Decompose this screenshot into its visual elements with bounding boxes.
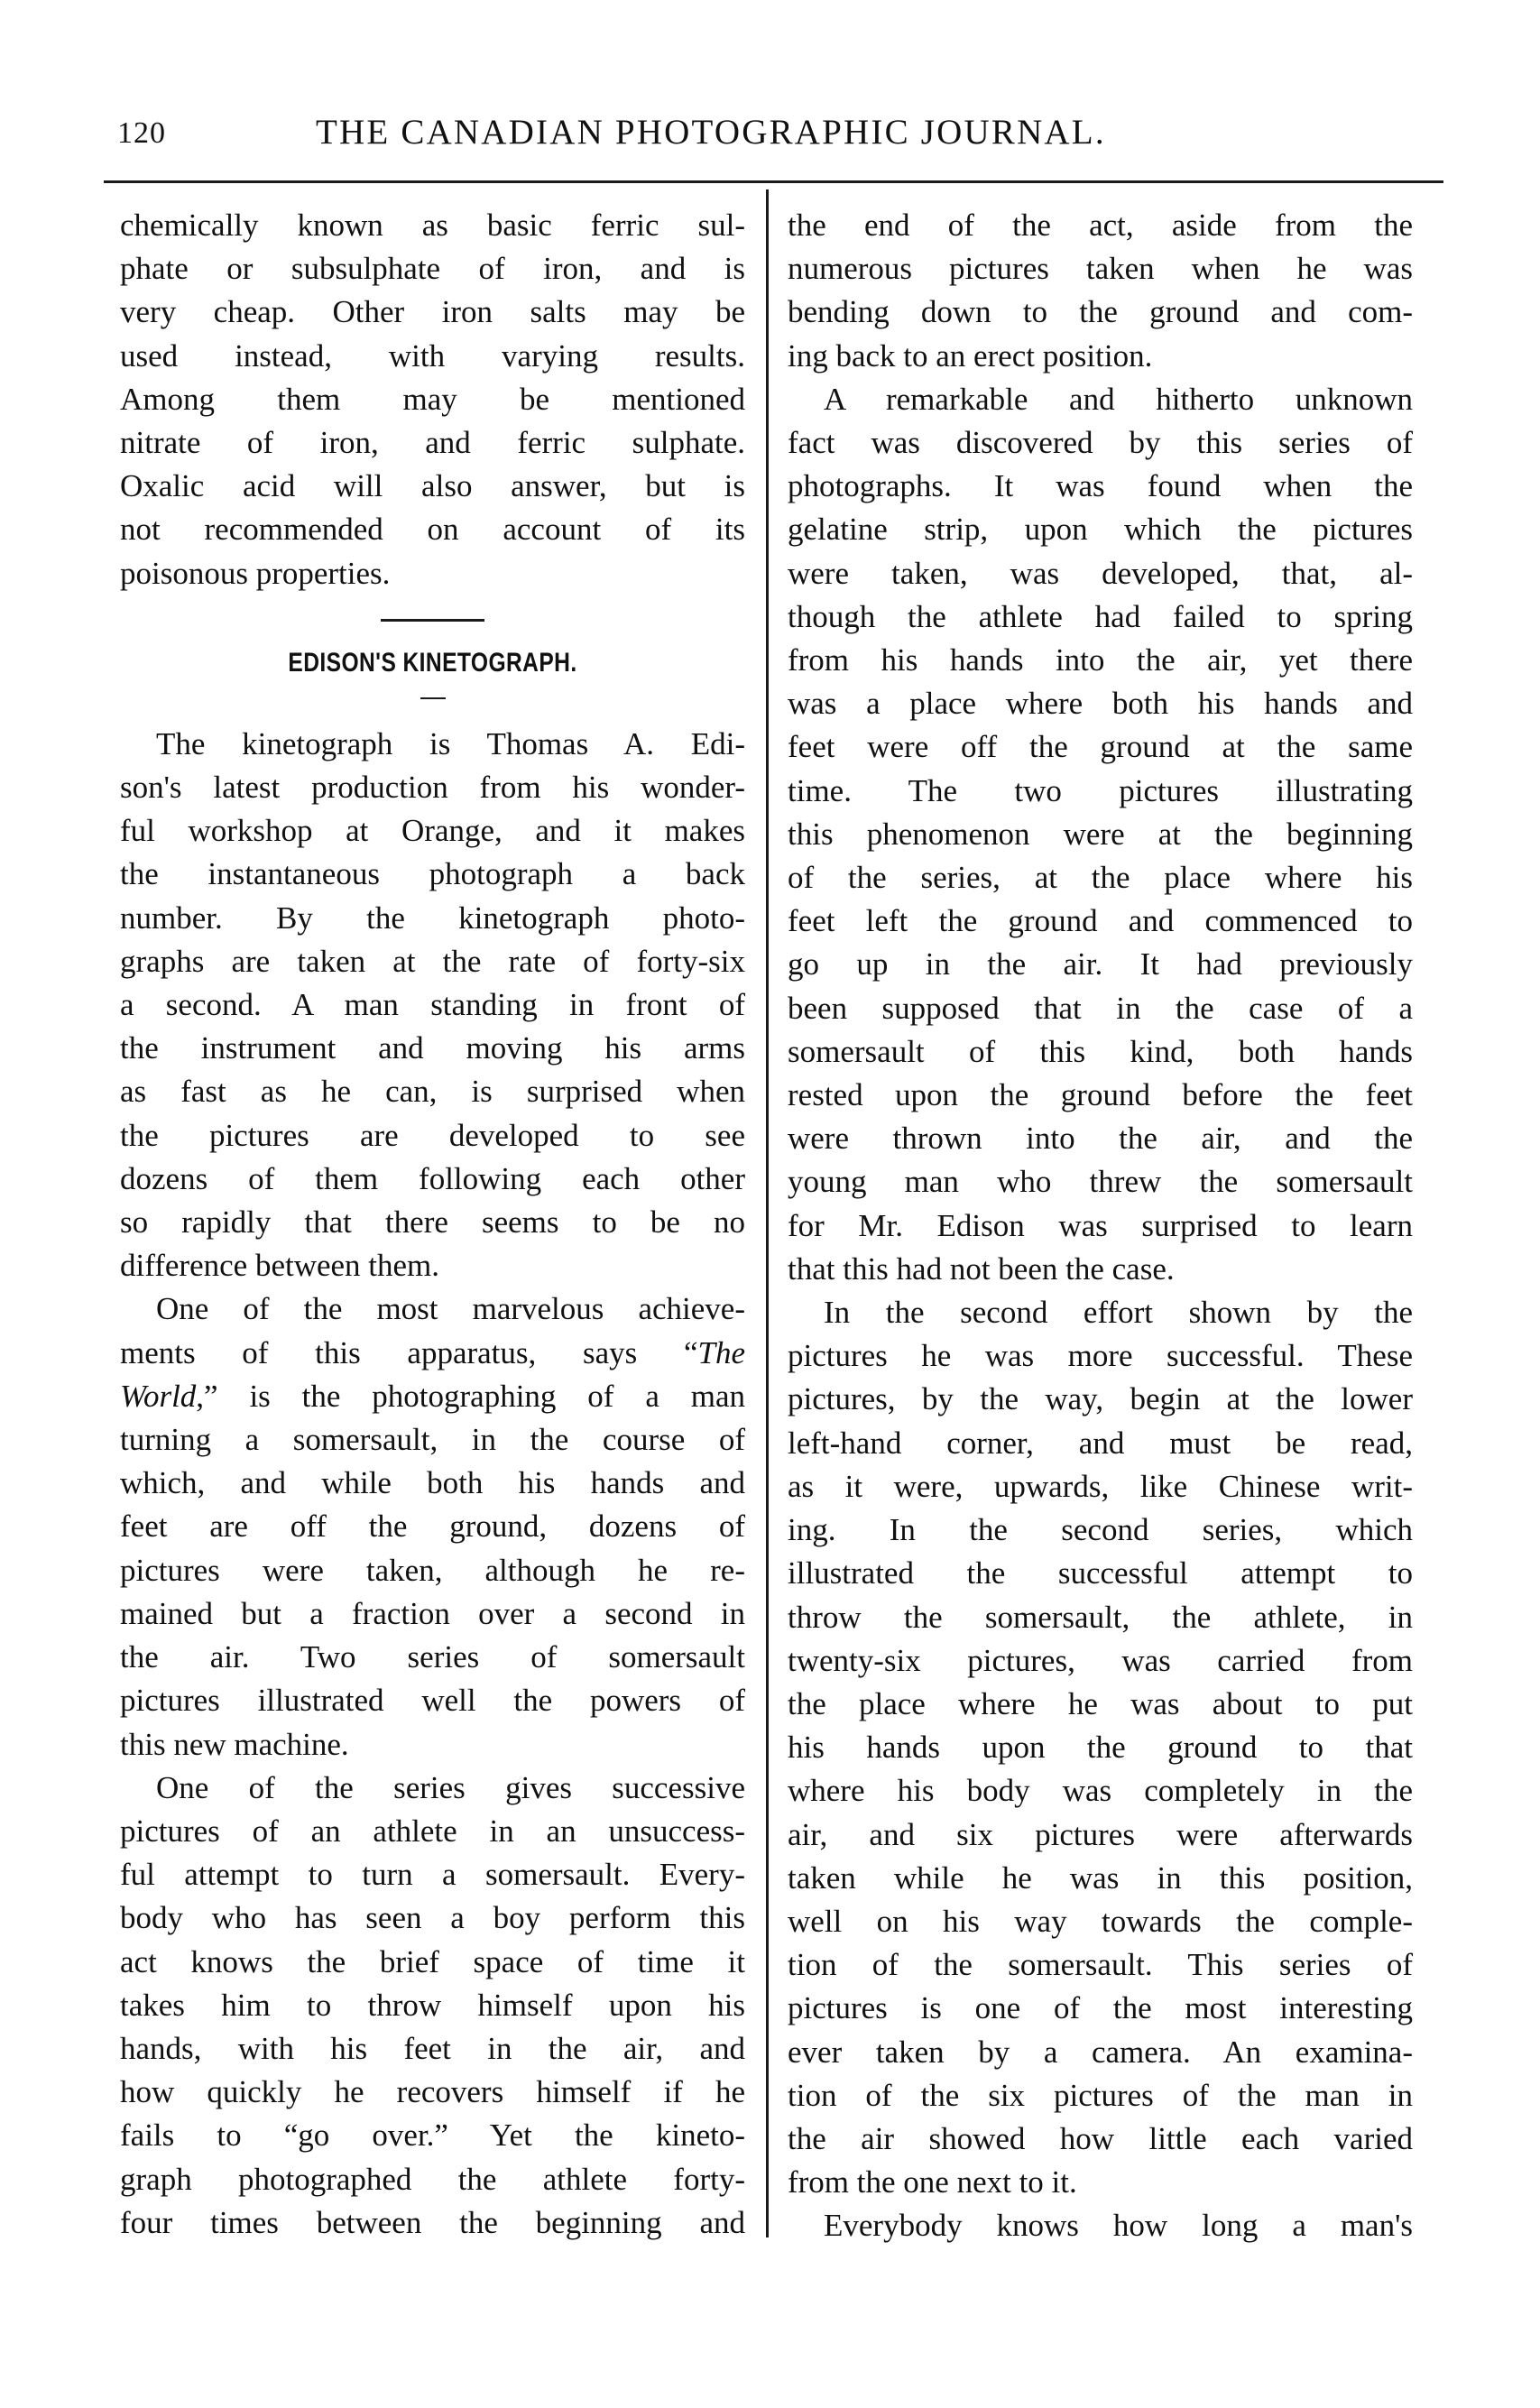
text-line: very cheap. Other iron salts may be [120, 294, 745, 330]
text-line: taken while he was in this position, [788, 1859, 1413, 1896]
text-line: that this had not been the case. [788, 1250, 1175, 1287]
text-line: ful attempt to turn a somersault. Every- [120, 1857, 745, 1893]
text-line: tion of the six pictures of the man in [788, 2077, 1413, 2113]
text-line: the air showed how little each varied [788, 2120, 1413, 2156]
text-line: Everybody knows how long a man's [824, 2208, 1413, 2244]
continued-paragraph [788, 204, 1413, 378]
text-line: nitrate of iron, and ferric sulphate. [120, 425, 745, 461]
text-line: the end of the act, aside from the [788, 208, 1413, 243]
text-line: gelatine strip, upon which the pictures [788, 512, 1413, 548]
text-line: so rapidly that there seems to be no [120, 1204, 745, 1241]
text-line: feet left the ground and commenced to [788, 903, 1413, 939]
text-line: One of the most marvelous achieve- [156, 1291, 745, 1327]
text-line: were taken, was developed, that, al- [788, 555, 1413, 591]
text-line: ing. In the second series, which [788, 1512, 1413, 1548]
right-column [788, 204, 1413, 2248]
paragraph [788, 378, 1413, 1291]
text-line: A remarkable and hitherto unknown [824, 381, 1413, 417]
text-line: where his body was completely in the [788, 1773, 1413, 1809]
paragraph [788, 2204, 1413, 2247]
text-line: the air. Two series of somersault [120, 1639, 745, 1675]
text-line: a second. A man standing in front of [120, 987, 745, 1023]
text-line: been supposed that in the case of a [788, 990, 1413, 1026]
text-line: throw the somersault, the athlete, in [788, 1599, 1413, 1635]
text-line: pictures were taken, although he re- [120, 1552, 745, 1588]
text-line: body who has seen a boy perform this [120, 1900, 745, 1936]
paragraph [120, 723, 745, 1288]
text-line [120, 1332, 745, 1375]
left-column [120, 204, 745, 2245]
text-line: used instead, with varying results. [120, 337, 745, 374]
text-line: young man who threw the somersault [788, 1164, 1413, 1200]
text-line: poisonous properties. [120, 555, 391, 591]
text-line: pictures of an athlete in an unsuccess- [120, 1813, 745, 1849]
text-line: well on his way towards the comple- [788, 1903, 1413, 1939]
text-line: as fast as he can, is surprised when [120, 1074, 745, 1110]
text-line: pictures illustrated well the powers of [120, 1683, 745, 1719]
text-line: though the athlete had failed to spring [788, 598, 1413, 634]
text-line: act knows the brief space of time it [120, 1943, 745, 1979]
text-line: The kinetograph is Thomas A. Edi- [156, 725, 745, 761]
text-line: dozens of them following each other [120, 1160, 745, 1196]
text-line: pictures is one of the most interesting [788, 1990, 1413, 2026]
text-line: ing back to an erect position. [788, 337, 1153, 374]
italic-publication-title: World [120, 1378, 197, 1414]
text-fragment: ments of this apparatus, says “ [120, 1334, 698, 1370]
text-line: turning a somersault, in the course of [120, 1422, 745, 1458]
text-line: chemically known as basic ferric sul- [120, 208, 745, 243]
text-line: In the second effort shown by the [824, 1295, 1413, 1331]
text-line: photographs. It was found when the [788, 468, 1413, 504]
text-line: twenty-six pictures, was carried from [788, 1642, 1413, 1678]
text-line: feet are off the ground, dozens of [120, 1508, 745, 1545]
text-line: bending down to the ground and com- [788, 294, 1413, 330]
column-divider [766, 189, 769, 2237]
text-line: feet were off the ground at the same [788, 729, 1413, 765]
text-fragment: ,” is the photographing of a man [196, 1378, 745, 1414]
text-line: difference between them. [120, 1248, 440, 1284]
page-number: 120 [117, 116, 166, 150]
text-line: time. The two pictures illustrating [788, 772, 1413, 808]
article-title: EDISON'S KINETOGRAPH. [288, 647, 577, 678]
text-line: Oxalic acid will also answer, but is [120, 468, 745, 504]
paragraph [120, 1767, 745, 2245]
text-line: mained but a fraction over a second in [120, 1595, 745, 1631]
paragraph [788, 1291, 1413, 2204]
text-line: for Mr. Edison was surprised to learn [788, 1207, 1413, 1243]
text-line: graphs are taken at the rate of forty-six [120, 943, 745, 979]
text-line: Among them may be mentioned [120, 381, 745, 417]
text-line: not recommended on account of its [120, 512, 745, 548]
text-line: as it were, upwards, like Chinese writ- [788, 1468, 1413, 1504]
text-line: ever taken by a camera. An examina- [788, 2034, 1413, 2070]
text-line: from the one next to it. [788, 2164, 1077, 2200]
text-line: pictures he was more successful. These [788, 1338, 1413, 1374]
header-rule [104, 180, 1443, 183]
text-line: pictures, by the way, begin at the lower [788, 1381, 1413, 1417]
text-line: fails to “go over.” Yet the kineto- [120, 2117, 745, 2154]
text-line: numerous pictures taken when he was [788, 251, 1413, 287]
text-line: were thrown into the air, and the [788, 1121, 1413, 1157]
running-head-title: THE CANADIAN PHOTOGRAPHIC JOURNAL. [316, 113, 1106, 152]
text-line: phate or subsulphate of iron, and is [120, 251, 745, 287]
text-line: how quickly he recovers himself if he [120, 2074, 745, 2110]
text-line: rested upon the ground before the feet [788, 1077, 1413, 1113]
text-line: graph photographed the athlete forty- [120, 2161, 745, 2197]
text-line: this phenomenon were at the beginning [788, 816, 1413, 852]
text-line: the place where he was about to put [788, 1685, 1413, 1721]
text-line: the instrument and moving his arms [120, 1030, 745, 1066]
title-underline-dash [420, 697, 446, 699]
text-line: air, and six pictures were afterwards [788, 1816, 1413, 1852]
text-line: One of the series gives successive [156, 1769, 745, 1805]
text-line: four times between the beginning and [120, 2204, 745, 2240]
text-line: which, and while both his hands and [120, 1465, 745, 1501]
text-line: this new machine. [120, 1726, 349, 1762]
text-line: was a place where both his hands and [788, 686, 1413, 722]
paragraph [120, 1287, 745, 1766]
text-line: his hands upon the ground to that [788, 1730, 1413, 1766]
text-line: tion of the somersault. This series of [788, 1947, 1413, 1983]
text-line: takes him to throw himself upon his [120, 1987, 745, 2023]
text-line: go up in the air. It had previously [788, 946, 1413, 983]
text-line: son's latest production from his wonder- [120, 770, 745, 806]
text-line: ful workshop at Orange, and it makes [120, 813, 745, 849]
text-line: the pictures are developed to see [120, 1117, 745, 1153]
text-line: fact was discovered by this series of [788, 425, 1413, 461]
text-line [120, 1375, 745, 1418]
text-line: number. By the kinetograph photo- [120, 900, 745, 936]
text-line: hands, with his feet in the air, and [120, 2030, 745, 2066]
text-line: of the series, at the place where his [788, 860, 1413, 896]
text-line: from his hands into the air, yet there [788, 642, 1413, 678]
text-line: left-hand corner, and must be read, [788, 1425, 1413, 1461]
text-line: illustrated the successful attempt to [788, 1555, 1413, 1591]
text-line: somersault of this kind, both hands [788, 1033, 1413, 1069]
continued-paragraph [120, 204, 745, 595]
text-line: the instantaneous photograph a back [120, 856, 745, 892]
italic-publication-title: The [697, 1334, 745, 1370]
section-separator-rule [381, 619, 484, 622]
